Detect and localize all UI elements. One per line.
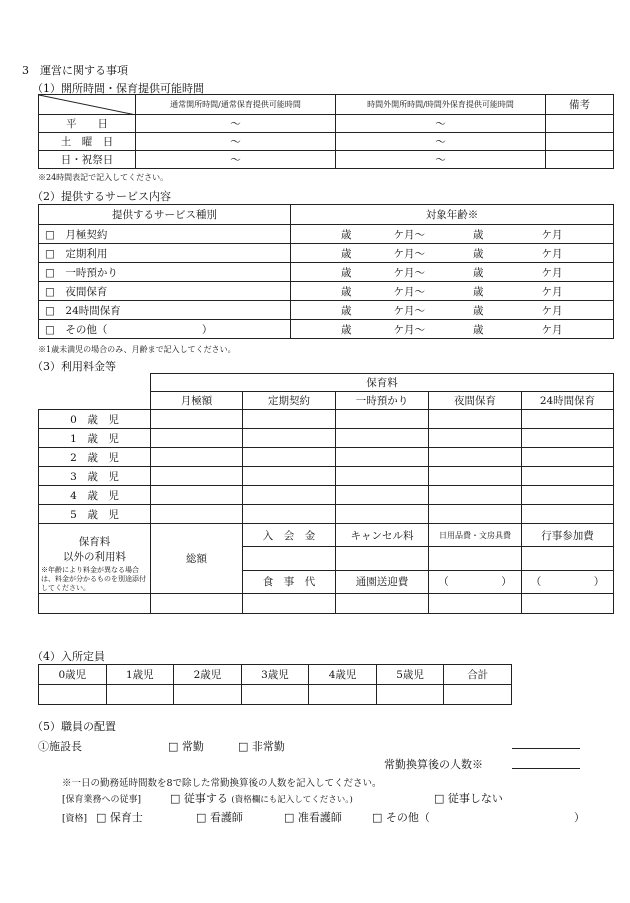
- fee-cell[interactable]: [151, 467, 243, 486]
- checkbox-icon[interactable]: □: [45, 247, 55, 260]
- fee-age-row-label: 5 歳 児: [39, 505, 151, 524]
- services-heading: （2）提供するサービス内容: [32, 190, 171, 203]
- fee-col-header: 月極額: [151, 392, 243, 410]
- cancel-label: キャンセル料: [336, 524, 429, 547]
- fee-col-header: 夜間保育: [429, 392, 522, 410]
- service-age-range[interactable]: 歳 ケ月～ 歳 ケ月: [291, 263, 614, 282]
- service-item[interactable]: [39, 263, 291, 282]
- capacity-value-cell[interactable]: [241, 685, 309, 705]
- service-item[interactable]: [39, 320, 291, 339]
- fee-cell[interactable]: [336, 410, 429, 429]
- fee-cell[interactable]: [151, 448, 243, 467]
- capacity-col-header: 0歳児: [39, 665, 107, 685]
- qual-nurse[interactable]: □ 看護師: [196, 811, 243, 824]
- fee-cell[interactable]: [429, 429, 522, 448]
- fee-cell[interactable]: [336, 467, 429, 486]
- other-fee-a[interactable]: （ ）: [429, 570, 522, 593]
- fee-cell[interactable]: [429, 467, 522, 486]
- service-item-label: 夜間保育: [65, 285, 108, 298]
- supplies-label: 日用品費・文房具費: [429, 524, 522, 547]
- other-fees-title-1: 保育料: [78, 536, 111, 548]
- service-item[interactable]: [39, 282, 291, 301]
- fee-cell[interactable]: [336, 429, 429, 448]
- col-service-type: 提供するサービス種別: [39, 205, 291, 225]
- fee-cell[interactable]: [243, 448, 336, 467]
- service-age-range[interactable]: 歳 ケ月～ 歳 ケ月: [291, 320, 614, 339]
- qual-other-close: ）: [574, 811, 585, 824]
- checkbox-icon[interactable]: □: [45, 285, 55, 298]
- fte-note: ※一日の勤務延時間数を8で除した常勤換算後の人数を記入してください。: [62, 778, 382, 789]
- parttime-checkbox[interactable]: □ 非常勤: [238, 740, 285, 753]
- col-note: 備考: [546, 95, 614, 115]
- saturday-note-cell[interactable]: [546, 133, 614, 151]
- saturday-regular-cell[interactable]: ～: [136, 133, 336, 151]
- fee-cell[interactable]: [151, 429, 243, 448]
- duty-yes-checkbox[interactable]: [170, 790, 353, 806]
- fee-age-row-label: 1 歳 児: [39, 429, 151, 448]
- fee-age-row-label: 3 歳 児: [39, 467, 151, 486]
- service-age-range[interactable]: 歳 ケ月～ 歳 ケ月: [291, 301, 614, 320]
- admission-value[interactable]: [243, 547, 336, 570]
- checkbox-icon[interactable]: □: [45, 323, 55, 336]
- fee-cell[interactable]: [243, 505, 336, 524]
- other-fees-note: ※年齢により料金が異なる場合は、料金が分かるものを別途添付してください。: [41, 566, 146, 592]
- diagonal-line: [39, 95, 136, 115]
- capacity-col-header: 3歳児: [241, 665, 309, 685]
- fee-age-row-label: 0 歳 児: [39, 410, 151, 429]
- capacity-col-header: 5歳児: [376, 665, 444, 685]
- total-label: 総額: [151, 524, 243, 594]
- service-item-label: 定期利用: [65, 247, 108, 260]
- service-age-range[interactable]: 歳 ケ月～ 歳 ケ月: [291, 225, 614, 244]
- fee-age-row-label: 4 歳 児: [39, 486, 151, 505]
- service-item[interactable]: [39, 301, 291, 320]
- other-fee-b-value[interactable]: [522, 594, 614, 614]
- weekday-regular-cell[interactable]: ～: [136, 115, 336, 133]
- service-age-range[interactable]: 歳 ケ月～ 歳 ケ月: [291, 282, 614, 301]
- hours-table: [38, 94, 614, 169]
- fee-cell[interactable]: [336, 486, 429, 505]
- service-item-label: 月極契約: [65, 228, 108, 241]
- meals-value[interactable]: [243, 594, 336, 614]
- fee-cell[interactable]: [243, 429, 336, 448]
- col-target-age: 対象年齢※: [291, 205, 614, 225]
- qual-label: [資格]: [62, 814, 88, 824]
- fee-cell[interactable]: [151, 486, 243, 505]
- other-fees-spacer: [39, 594, 151, 614]
- service-age-range[interactable]: 歳 ケ月～ 歳 ケ月: [291, 244, 614, 263]
- capacity-col-header: 2歳児: [174, 665, 242, 685]
- service-item[interactable]: [39, 244, 291, 263]
- checkbox-icon[interactable]: □: [45, 228, 55, 241]
- director-label: ①施設長: [38, 740, 82, 753]
- capacity-value-cell[interactable]: [376, 685, 444, 705]
- total-value[interactable]: [151, 594, 243, 614]
- staff-heading: （5）職員の配置: [32, 720, 116, 733]
- director-line[interactable]: [512, 748, 580, 749]
- fee-cell[interactable]: [522, 505, 614, 524]
- qual-assistant-nurse[interactable]: □ 准看護師: [284, 811, 342, 824]
- capacity-table: [38, 664, 512, 705]
- fulltime-checkbox[interactable]: □ 常勤: [168, 740, 204, 753]
- fee-cell[interactable]: [151, 410, 243, 429]
- services-note: ※1歳未満児の場合のみ、月齢まで記入してください。: [38, 345, 236, 354]
- fee-cell[interactable]: [429, 486, 522, 505]
- other-fees-title-2: 以外の利用料: [63, 551, 126, 563]
- supplies-value[interactable]: [429, 547, 522, 570]
- saturday-extra-cell[interactable]: ～: [336, 133, 546, 151]
- other-fee-a-value[interactable]: [429, 594, 522, 614]
- fee-cell[interactable]: [336, 448, 429, 467]
- admission-label: 入 会 金: [243, 524, 336, 547]
- fee-age-row-label: 2 歳 児: [39, 448, 151, 467]
- checkbox-icon[interactable]: □: [45, 266, 55, 279]
- col-extra-hours: 時間外開所時間/時間外保育提供可能時間: [336, 95, 546, 115]
- fee-cell[interactable]: [429, 505, 522, 524]
- holiday-note-cell[interactable]: [546, 151, 614, 169]
- fees-table: [38, 373, 614, 614]
- row-saturday: 土 曜 日: [39, 133, 136, 151]
- fee-col-header: 定期契約: [243, 392, 336, 410]
- fee-cell[interactable]: [243, 410, 336, 429]
- fee-cell[interactable]: [429, 410, 522, 429]
- fee-cell[interactable]: [429, 448, 522, 467]
- holiday-extra-cell[interactable]: ～: [336, 151, 546, 169]
- capacity-value-cell[interactable]: [39, 685, 107, 705]
- transport-value[interactable]: [336, 594, 429, 614]
- capacity-heading: （4）入所定員: [32, 650, 105, 663]
- duty-yes-label: □ 従事する: [170, 792, 228, 805]
- capacity-col-header: 4歳児: [309, 665, 377, 685]
- service-item-label: その他（ ）: [65, 323, 213, 336]
- fee-cell[interactable]: [522, 410, 614, 429]
- fee-col-header: 一時預かり: [336, 392, 429, 410]
- section-title: 3 運営に関する事項: [22, 64, 128, 77]
- service-item-label: 24時間保育: [65, 304, 121, 317]
- checkbox-icon[interactable]: □: [45, 304, 55, 317]
- row-holiday: 日・祝祭日: [39, 151, 136, 169]
- fees-corner-cell: [39, 374, 151, 410]
- events-value[interactable]: [522, 547, 614, 570]
- cancel-value[interactable]: [336, 547, 429, 570]
- duty-no-checkbox[interactable]: □ 従事しない: [434, 792, 503, 805]
- fee-cell[interactable]: [243, 467, 336, 486]
- holiday-regular-cell[interactable]: ～: [136, 151, 336, 169]
- meals-label: 食 事 代: [243, 570, 336, 593]
- qual-nursery-teacher[interactable]: □ 保育士: [96, 811, 143, 824]
- hours-note: ※24時間表記で記入してください。: [38, 173, 169, 182]
- duty-label: [保育業務への従事]: [62, 795, 142, 805]
- fee-cell[interactable]: [522, 467, 614, 486]
- capacity-value-cell[interactable]: [174, 685, 242, 705]
- capacity-col-header: 合計: [444, 665, 512, 685]
- fee-cell[interactable]: [522, 448, 614, 467]
- service-item-label: 一時預かり: [65, 266, 118, 279]
- capacity-col-header: 1歳児: [106, 665, 174, 685]
- capacity-value-cell[interactable]: [444, 685, 512, 705]
- transport-label: 通園送迎費: [336, 570, 429, 593]
- hours-heading: （1）開所時間・保育提供可能時間: [32, 82, 204, 95]
- fte-input-line[interactable]: [512, 768, 580, 769]
- weekday-note-cell[interactable]: [546, 115, 614, 133]
- fee-cell[interactable]: [522, 429, 614, 448]
- fte-label: 常勤換算後の人数※: [384, 758, 483, 771]
- hours-corner-cell: [39, 95, 136, 115]
- qual-other[interactable]: □ その他（: [372, 811, 430, 824]
- fees-heading: （3）利用料金等: [32, 360, 116, 373]
- fee-col-header: 24時間保育: [522, 392, 614, 410]
- events-label: 行事参加費: [522, 524, 614, 547]
- capacity-value-cell[interactable]: [106, 685, 174, 705]
- fee-cell[interactable]: [336, 505, 429, 524]
- capacity-value-cell[interactable]: [309, 685, 377, 705]
- fee-cell[interactable]: [243, 486, 336, 505]
- row-weekday: 平 日: [39, 115, 136, 133]
- other-fee-b[interactable]: （ ）: [522, 570, 614, 593]
- weekday-extra-cell[interactable]: ～: [336, 115, 546, 133]
- fee-cell[interactable]: [522, 486, 614, 505]
- duty-yes-note: (資格欄にも記入してください。): [231, 795, 353, 805]
- other-fees-label-cell: [39, 524, 151, 594]
- services-table: [38, 204, 614, 339]
- fee-cell[interactable]: [151, 505, 243, 524]
- fees-group-header: 保育料: [151, 374, 614, 392]
- col-regular-hours: 通常開所時間/通常保育提供可能時間: [136, 95, 336, 115]
- service-item[interactable]: [39, 225, 291, 244]
